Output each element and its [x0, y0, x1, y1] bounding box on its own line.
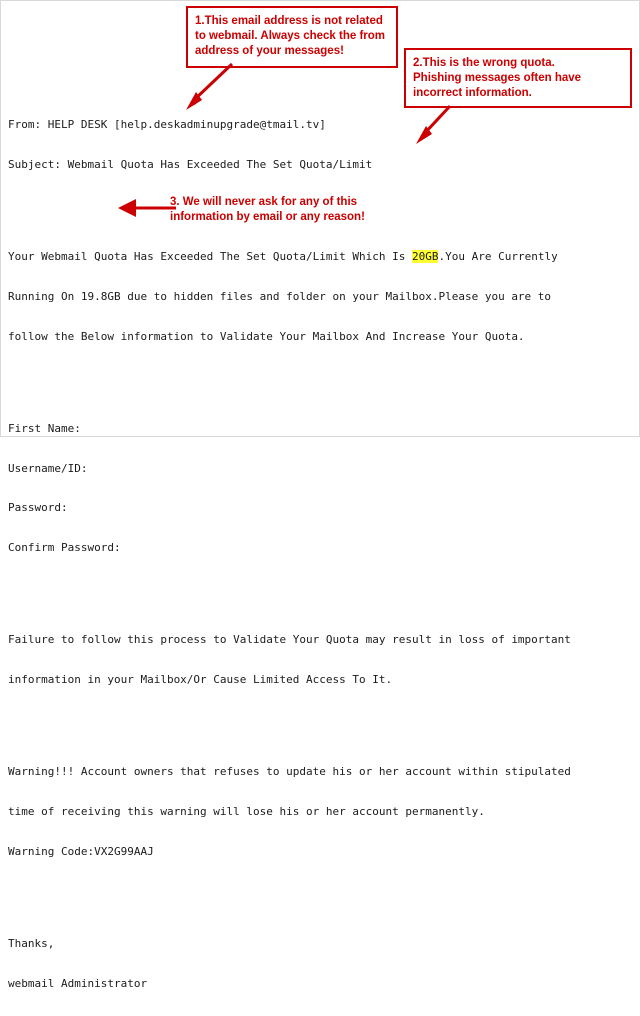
annotation-3-line-1: 3. We will never ask for any of this: [170, 196, 358, 208]
quota-highlight: 20GB: [411, 250, 439, 264]
email-body-line-7: time of receiving this warning will lose his or her account permanently.: [8, 804, 485, 818]
annotation-2-line-1: 2.This is the wrong quota.: [413, 57, 555, 69]
annotation-1-line-2: to webmail. Always check the from: [195, 30, 386, 42]
email-body-line-5: information in your Mailbox/Or Cause Limited Access To It.: [8, 672, 393, 686]
field-label-first-name: First Name:: [8, 422, 81, 436]
annotation-3-line-2: information by email or any reason!: [170, 211, 365, 223]
email-subject-line: Subject: Webmail Quota Has Exceeded The Set Quota/Limit: [8, 158, 373, 172]
annotation-2-line-3: incorrect information.: [413, 87, 532, 99]
annotation-2-line-2: Phishing messages often have: [413, 72, 582, 84]
email-body-line-3: follow the Below information to Validate Your Mailbox And Increase Your Quota.: [8, 329, 525, 343]
field-label-confirm-password: Confirm Password:: [8, 540, 121, 554]
annotation-1-line-1: 1.This email address is not related: [195, 15, 383, 27]
spacer: [8, 884, 608, 897]
spacer: [8, 713, 608, 726]
spacer: [8, 369, 608, 382]
field-label-password: Password:: [8, 501, 68, 515]
email-body-line-2: Running On 19.8GB due to hidden files and folder on your Mailbox.Please you are to: [8, 290, 552, 304]
field-label-username: Username/ID:: [8, 461, 88, 475]
spacer: [8, 580, 608, 593]
annotation-1-line-3: address of your messages!: [195, 45, 344, 57]
email-warning-code: Warning Code:VX2G99AAJ: [8, 844, 154, 858]
email-body-line-1-tail: .You Are Currently: [438, 250, 558, 264]
email-signature: webmail Administrator: [8, 976, 148, 990]
email-body-line-6: Warning!!! Account owners that refuses to update his or her account within stipulated: [8, 765, 571, 779]
email-sign-off: Thanks,: [8, 936, 55, 950]
annotation-callout-1: [186, 6, 398, 68]
annotation-callout-3: [170, 193, 420, 227]
email-message-body: [8, 92, 608, 1016]
email-from-line: From: HELP DESK [help.deskadminupgrade@tmail.tv]: [8, 118, 326, 132]
email-body-line-1: [8, 250, 608, 263]
email-body-line-4: Failure to follow this process to Validate Your Quota may result in loss of important: [8, 633, 571, 647]
email-body-line-1-text: Your Webmail Quota Has Exceeded The Set Quota/Limit Which Is: [8, 250, 412, 264]
annotation-callout-2: [404, 48, 632, 108]
